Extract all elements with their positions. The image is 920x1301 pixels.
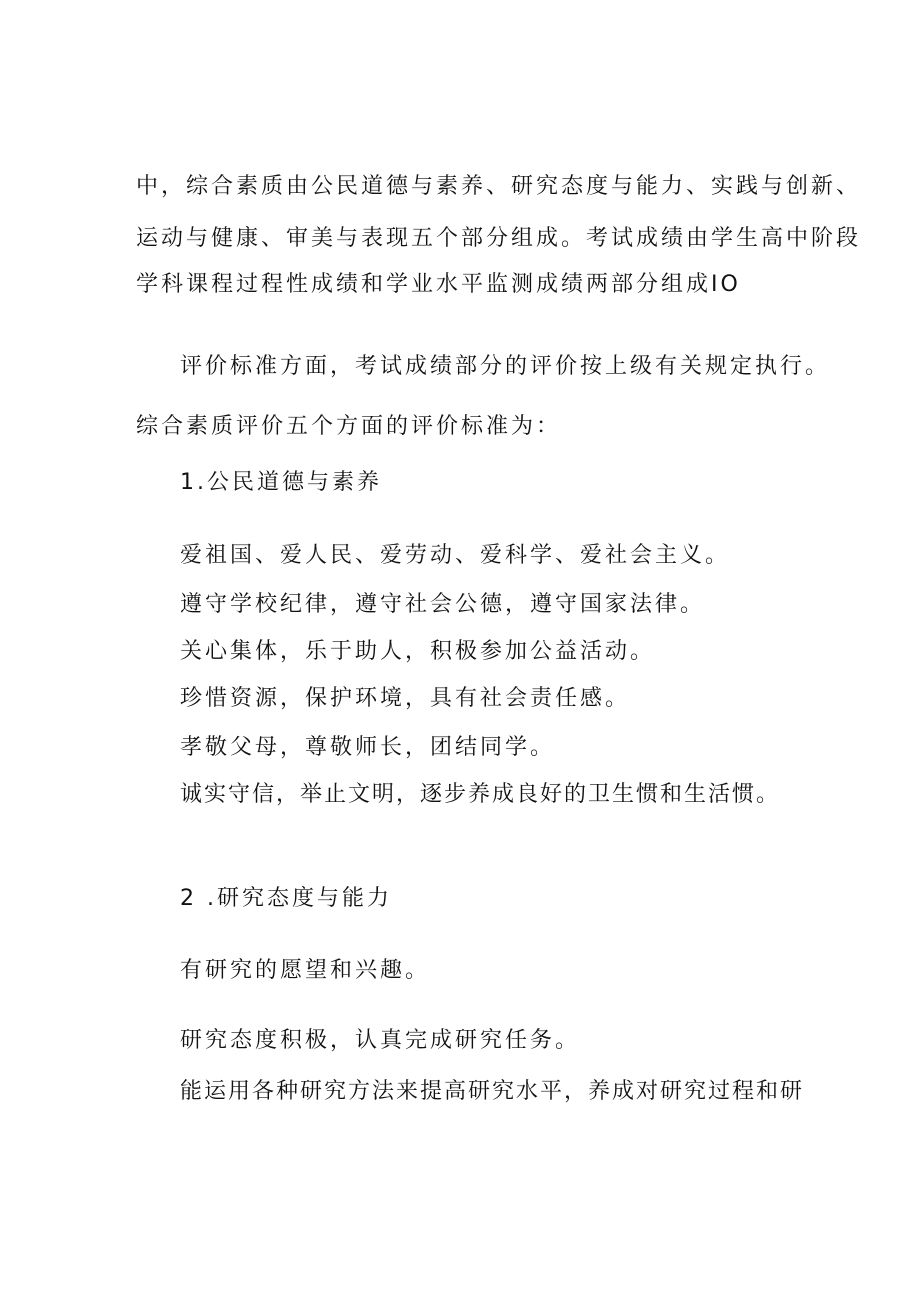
section-2-item-3: 能运用各种研究方法来提高研究水平，养成对研究过程和研 (180, 1079, 805, 1104)
section-2-heading: 2 .研究态度与能力 (180, 886, 392, 911)
section-1-heading: 1.公民道德与素养 (180, 470, 382, 495)
intro-line-1: 中，综合素质由公民道德与素养、研究态度与能力、实践与创新、 (136, 174, 862, 199)
section-1-item-5: 孝敬父母，尊敬师长，团结同学。 (180, 735, 556, 760)
standards-line-2: 综合素质评价五个方面的评价标准为： (136, 414, 562, 439)
intro-line-3: 学科课程过程性成绩和学业水平监测成绩两部分组成IO (136, 272, 741, 297)
section-2-item-1: 有研究的愿望和兴趣。 (180, 958, 431, 983)
section-1-item-1: 爱祖国、爱人民、爱劳动、爱科学、爱社会主义。 (180, 543, 731, 568)
section-1-item-6: 诚实守信，举止文明，逐步养成良好的卫生惯和生活惯。 (180, 782, 781, 807)
standards-line-1: 评价标准方面，考试成绩部分的评价按上级有关规定执行。 (180, 354, 831, 379)
intro-line-2: 运动与健康、审美与表现五个部分组成。考试成绩由学生高中阶段 (136, 226, 862, 251)
section-1-item-2: 遵守学校纪律，遵守社会公德，遵守国家法律。 (180, 592, 706, 617)
section-1-item-3: 关心集体，乐于助人，积极参加公益活动。 (180, 639, 656, 664)
section-2-item-2: 研究态度积极，认真完成研究任务。 (180, 1028, 581, 1053)
section-1-item-4: 珍惜资源，保护环境，具有社会责任感。 (180, 686, 631, 711)
